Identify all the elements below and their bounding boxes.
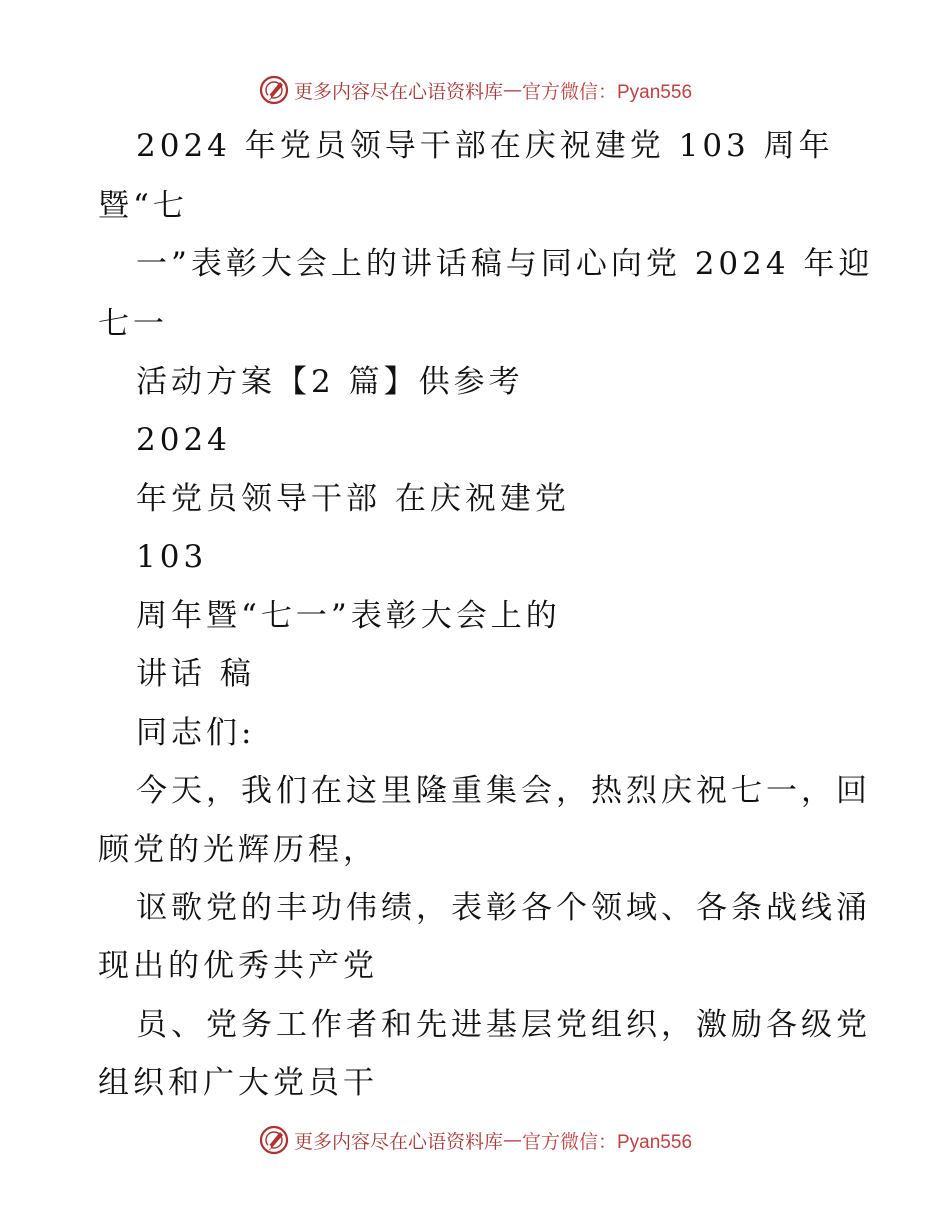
text-line: 2024 年党员领导干部在庆祝建党 103 周年: [136, 128, 834, 164]
pen-nib-circle-icon: [258, 1124, 290, 1156]
watermark-wechat: 官方微信：Pyan556: [522, 81, 693, 103]
text-line: 员、党务工作者和先进基层党组织，激励各级党: [136, 1007, 871, 1043]
text-line: 今天，我们在这里隆重集会，热烈庆祝七一，回: [136, 773, 871, 809]
text-line: 同志们:: [136, 715, 256, 751]
text-line: 年党员领导干部 在庆祝建党: [136, 481, 570, 517]
text-line: 现出的优秀共产党: [98, 948, 378, 984]
text-line: 活动方案【2 篇】供参考: [136, 364, 524, 400]
text-line: 周年暨“七一”表彰大会上的: [136, 598, 561, 634]
text-line: 顾党的光辉历程，: [98, 832, 378, 868]
text-line: 暨“七: [98, 188, 188, 224]
watermark-wechat: 官方微信：Pyan556: [522, 1131, 693, 1153]
text-line: 组织和广大党员干: [98, 1065, 378, 1101]
text-line: 一”表彰大会上的讲话稿与同心向党 2024 年迎: [136, 246, 874, 282]
watermark-text: 更多内容尽在心语资料库: [293, 1130, 503, 1153]
watermark-banner-bottom: [0, 1120, 950, 1160]
watermark-text: 更多内容尽在心语资料库: [293, 80, 503, 103]
text-line: 103: [136, 539, 208, 575]
text-line: 七一: [98, 306, 168, 342]
text-line: 2024: [136, 422, 231, 458]
watermark-separator: —: [503, 1129, 522, 1151]
text-line: 讲话 稿: [136, 656, 255, 692]
watermark-separator: —: [503, 79, 522, 101]
text-line: 讴歌党的丰功伟绩，表彰各个领域、各条战线涌: [136, 890, 871, 926]
